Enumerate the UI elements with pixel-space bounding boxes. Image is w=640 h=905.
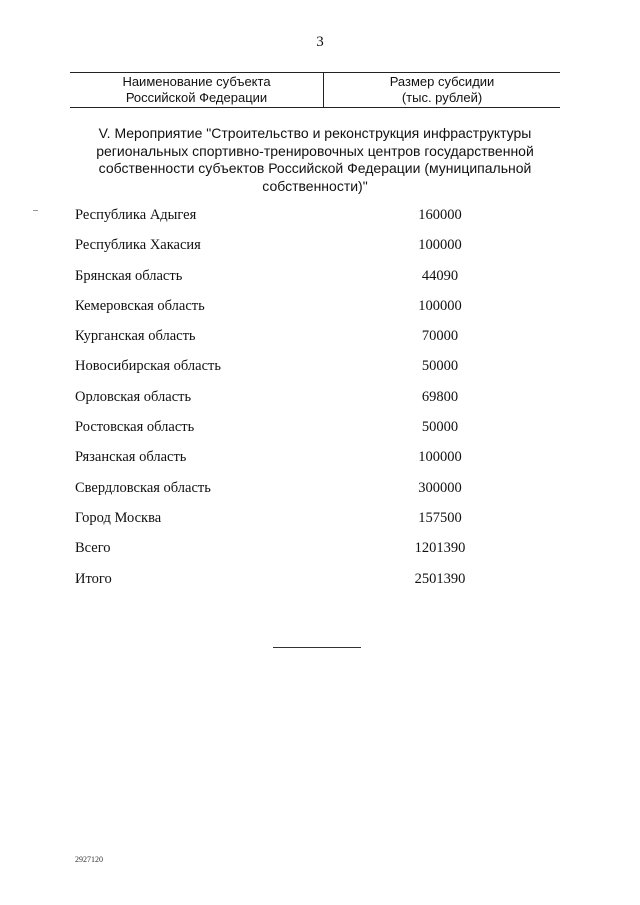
table-header [70,72,560,108]
table-row [75,237,545,267]
subsidy-amount-text: 100000 [418,449,462,466]
table-row-total [75,540,545,570]
subsidy-amount-text: 157500 [418,509,462,526]
region-name: Кемеровская область [75,297,205,314]
grand-total-amount-text: 2501390 [414,570,466,587]
region-name: Рязанская область [75,449,187,466]
subsidy-amount-text: 160000 [418,207,462,223]
subsidy-amount-text: 100000 [418,297,462,314]
region-name: Республика Адыгея [75,207,197,223]
region-name: Новосибирская область [75,358,221,375]
table-row [75,389,545,419]
subsidy-amount-text: 69800 [421,388,459,405]
header-subsidy-line1: Размер субсидии [389,74,495,89]
page-number: 3 [316,34,324,50]
region-name: Город Москва [75,509,162,526]
total-label: Всего [75,540,111,557]
table-row [75,510,545,540]
section-title-line1: V. Мероприятие "Строительство и реконструкция инфраструктуры [98,125,532,141]
table-row [75,328,545,358]
table-row [75,419,545,449]
subsidy-amount-text: 70000 [421,328,459,345]
section-title-line3: собственности субъектов Российской Федерации (муниципальной [98,160,532,176]
document-code: 2927120 [75,855,103,864]
region-name: Ростовская область [75,419,195,436]
subsidy-amount-text: 50000 [421,358,459,375]
section-title-line2: региональных спортивно-тренировочных центров государственной [96,142,534,159]
subsidy-amount-text: 44090 [421,267,459,284]
region-name: Курганская область [75,328,196,345]
subsidy-table [75,207,545,601]
header-column-subsidy [324,73,560,107]
total-amount-text: 1201390 [414,540,466,557]
table-row-grand-total [75,571,545,601]
subsidy-amount-text: 50000 [421,419,459,436]
header-subsidy-line2: (тыс. рублей) [401,90,483,105]
margin-mark [33,210,38,211]
section-title-line4: собственности)" [262,177,368,194]
subsidy-amount-text: 100000 [418,237,462,254]
table-row [75,268,545,298]
end-of-document-line [273,647,361,648]
region-name: Орловская область [75,388,192,405]
table-row [75,480,545,510]
region-name: Свердловская область [75,479,211,496]
grand-total-label: Итого [75,570,112,587]
section-title [70,125,560,195]
table-row [75,358,545,388]
header-subject-line1: Наименование субъекта [122,74,271,89]
subsidy-amount-text: 300000 [418,479,462,496]
region-name: Республика Хакасия [75,237,201,254]
header-column-subject [70,73,324,107]
header-subject-line2: Российской Федерации [125,90,268,105]
table-row [75,449,545,479]
table-row [75,298,545,328]
region-name: Брянская область [75,267,183,284]
table-row [75,207,545,237]
